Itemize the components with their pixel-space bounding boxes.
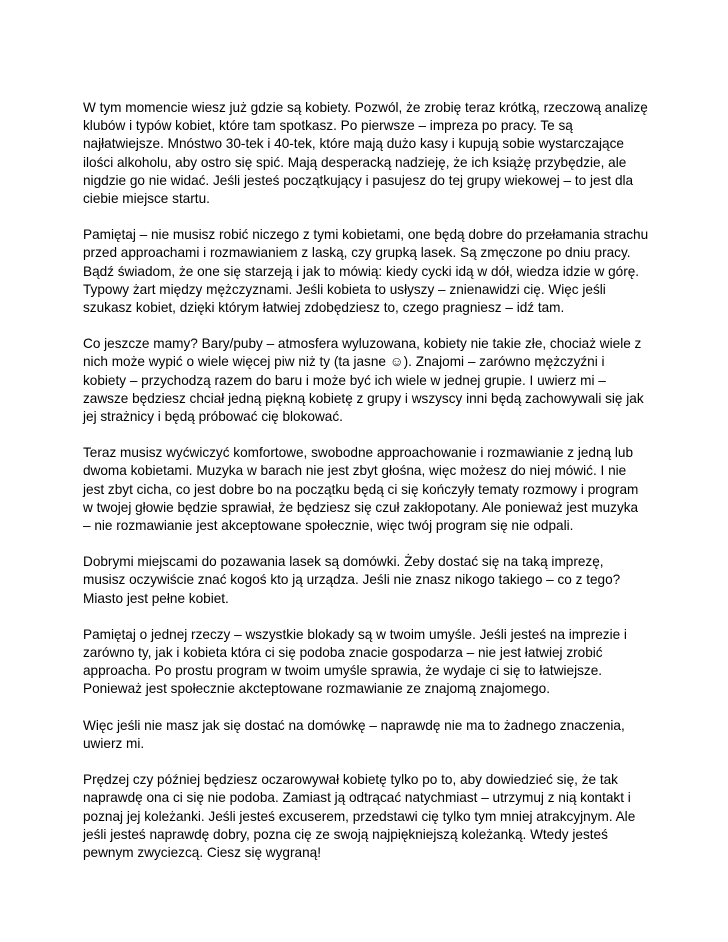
paragraph-2: Pamiętaj – nie musisz robić niczego z tymi kobietami, one będą dobre do przełamania strachu przed approachami i rozmawianiem z laską, czy grupką lasek. Są zmęczone po dniu pracy. Bądź świadom, że one się starzeją i jak to mówią: kiedy cycki idą w dół, wiedza idzie w górę. Typowy żart między mężczyznami. Jeśli kobieta to usłyszy – znienawidzi cię. Więc jeśli szukasz kobiet, dzięki którym łatwiej zdobędziesz to, czego pragniesz – idź tam. xyxy=(83,227,649,316)
paragraph-4: Teraz musisz wyćwiczyć komfortowe, swobodne approachowanie i rozmawianie z jedną lub dwoma kobietami. Muzyka w barach nie jest zbyt głośna, więc możesz do niej mówić. I nie jest zbyt cicha, co jest dobre bo na początku będą ci się kończyły tematy rozmowy i program w twojej głowie będzie sprawiał, że będziesz się czuł zakłopotany. Ale ponieważ jest muzyka – nie rozmawianie jest akceptowane społecznie, więc twój program się nie odpali. xyxy=(83,445,639,534)
paragraph-3: Co jeszcze mamy? Bary/puby – atmosfera wyluzowana, kobiety nie takie złe, chociaż wiele z nich może wypić o wiele więcej piw niż ty (ta jasne ☺). Znajomi – zarówno mężczyźni i kobiety – przychodzą razem do baru i może być ich wiele w jednej grupie. I uwierz mi – zawsze będziesz chciał jedną piękną kobietę z grupy i wszyscy inni będą zachowywali się jak jej strażnicy i będą próbować cię blokować. xyxy=(83,336,644,425)
paragraph-7: Więc jeśli nie masz jak się dostać na domówkę – naprawdę nie ma to żadnego znaczenia, uwierz mi. xyxy=(83,717,625,751)
paragraph-8: Prędzej czy później będziesz oczarowywał kobietę tylko po to, aby dowiedzieć się, że tak naprawdę ona ci się nie podoba. Zamiast ją odtrącać natychmiast – utrzymuj z nią kontakt i poznaj jej koleżanki. Jeśli jesteś excuserem, przedstawi cię tylko tym mniej atrakcyjnym. Ale jeśli jesteś naprawdę dobry, pozna cię ze swoją najpiękniejszą koleżanką. Wtedy jesteś pewnym zwyciezcą. Ciesz się wygraną! xyxy=(83,772,636,860)
document-body xyxy=(83,99,649,880)
paragraph-5: Dobrymi miejscami do pozawania lasek są domówki. Żeby dostać się na taką imprezę, musisz oczywiście znać kogoś kto ją urządza. Jeśli nie znasz nikogo takiego – co z tego? Miasto jest pełne kobiet. xyxy=(83,554,621,606)
paragraph-1: W tym momencie wiesz już gdzie są kobiety. Pozwól, że zrobię teraz krótką, rzeczową analizę klubów i typów kobiet, które tam spotkasz. Po pierwsze – impreza po pracy. Te są najłatwiejsze. Mnóstwo 30-tek i 40-tek, które mają dużo kasy i kupują sobie wystarczające ilości alkoholu, aby ostro się spić. Mają desperacką nadzieję, że ich książę przybędzie, ale nigdzie go nie widać. Jeśli jesteś początkujący i pasujesz do tej grupy wiekowej – to jest dla ciebie miejsce startu. xyxy=(83,100,648,207)
paragraph-6: Pamiętaj o jednej rzeczy – wszystkie blokady są w twoim umyśle. Jeśli jesteś na imprezie i zarówno ty, jak i kobieta która ci się podoba znacie gospodarza – nie jest łatwiej zrobić approacha. Po prostu program w twoim umyśle sprawia, że wydaje ci się to łatwiejsze. Ponieważ jest społecznie akcteptowane rozmawianie ze znajomą znajomego. xyxy=(83,626,627,697)
